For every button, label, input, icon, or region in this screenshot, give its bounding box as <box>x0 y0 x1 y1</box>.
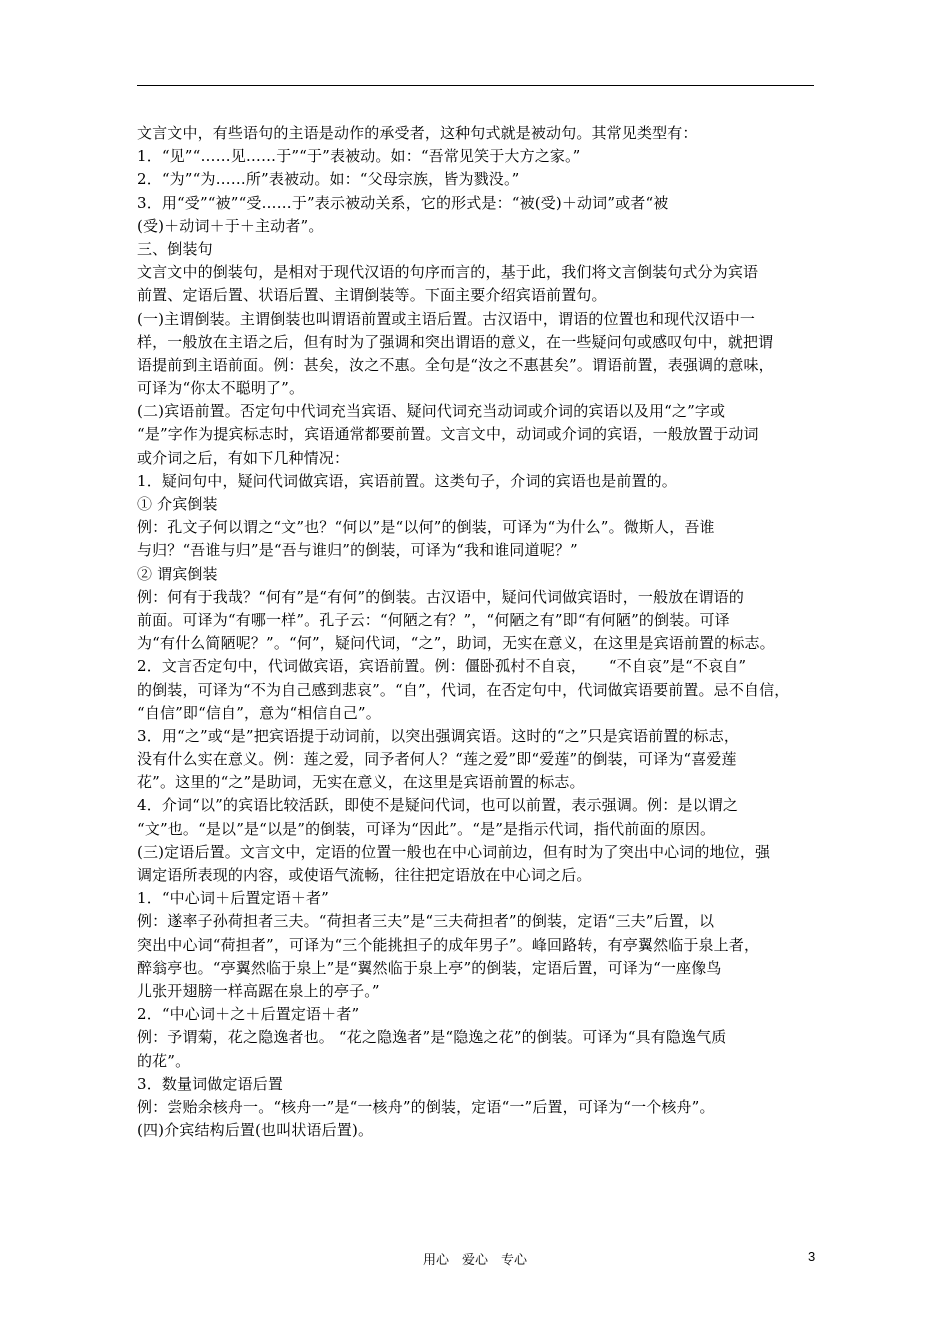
text-line: 2．“为”“为……所”表被动。如：“父母宗族，皆为戮没。” <box>137 170 520 189</box>
text-line: 例：何有于我哉？“何有”是“有何”的倒装。古汉语中，疑问代词做宾语时，一般放在谓语的 <box>137 587 744 606</box>
text-line: 花”。这里的“之”是助词，无实在意义，在这里是宾语前置的标志。 <box>137 773 585 792</box>
text-line: (二)宾语前置。否定句中代词充当宾语、疑问代词充当动词或介词的宾语以及用“之”字或 <box>137 402 726 421</box>
text-line: 突出中心词“荷担者”，可译为“三个能挑担子的成年男子”。峰回路转，有亭翼然临于泉上者， <box>137 935 760 954</box>
text-line: 语提前到主语前面。例：甚矣，汝之不惠。全句是“汝之不惠甚矣”。谓语前置，表强调的意味， <box>137 355 774 374</box>
text-line: 例：孔文子何以谓之“文”也？“何以”是“以何”的倒装，可译为“为什么”。微斯人，吾谁 <box>137 518 715 537</box>
text-line: 文言文中的倒装句，是相对于现代汉语的句序而言的，基于此，我们将文言倒装句式分为宾语 <box>137 263 759 282</box>
text-line: 例：遂率子孙荷担者三夫。“荷担者三夫”是“三夫荷担者”的倒装，定语“三夫”后置，以 <box>137 912 715 931</box>
text-line: (一)主谓倒装。主谓倒装也叫谓语前置或主语后置。古汉语中，谓语的位置也和现代汉语中一 <box>137 309 756 328</box>
text-line: 3．用“之”或“是”把宾语提于动词前，以突出强调宾语。这时的“之”只是宾语前置的标志， <box>137 726 740 745</box>
text-line: (四)介宾结构后置(也叫状语后置)。 <box>137 1121 374 1140</box>
header-rule <box>137 85 814 86</box>
text-line: 文言文中，有些语句的主语是动作的承受者，这种句式就是被动句。其常见类型有： <box>137 124 698 142</box>
text-line: 为“有什么简陋呢？”。“何”，疑问代词，“之”，助词，无实在意义，在这里是宾语前置的标志。 <box>137 634 775 653</box>
text-line: 样，一般放在主语之后，但有时为了强调和突出谓语的意义，在一些疑问句或感叹句中，就把谓 <box>137 332 774 351</box>
text-line: (三)定语后置。文言文中，定语的位置一般也在中心词前边，但有时为了突出中心词的地位，强 <box>137 842 771 861</box>
text-line: “是”字作为提宾标志时，宾语通常都要前置。文言文中，动词或介词的宾语，一般放置于动词 <box>137 425 759 444</box>
text-line: 与归？“吾谁与归”是“吾与谁归”的倒装，可译为“我和谁同道呢？” <box>137 541 578 560</box>
text-line: 的倒装，可译为“不为自己感到悲哀”。“自”，代词，在否定句中，代词做宾语要前置。忌不自信， <box>137 680 790 699</box>
text-line: 1．疑问句中，疑问代词做宾语，宾语前置。这类句子，介词的宾语也是前置的。 <box>137 471 677 490</box>
text-line: 可译为“你太不聪明了”。 <box>137 379 305 398</box>
text-line: 前置、定语后置、状语后置、主谓倒装等。下面主要介绍宾语前置句。 <box>137 286 607 305</box>
text-line: 或介词之后，有如下几种情况： <box>137 448 350 467</box>
text-line: 2．“中心词＋之＋后置定语＋者” <box>137 1005 360 1024</box>
text-line: 儿张开翅膀一样高踞在泉上的亭子。” <box>137 981 380 1000</box>
subheading: ① 介宾倒装 <box>137 495 218 513</box>
footer-motto: 用心 爱心 专心 <box>422 1253 527 1268</box>
text-line: 的花”。 <box>137 1051 191 1070</box>
text-line: “文”也。“是以”是“以是”的倒装，可译为“因此”。“是”是指示代词，指代前面的原因。 <box>137 819 716 838</box>
text-line: 调定语所表现的内容，或使语气流畅，往往把定语放在中心词之后。 <box>137 866 592 884</box>
document-body <box>137 122 817 1142</box>
text-line: 3．数量词做定语后置 <box>137 1074 284 1093</box>
text-line: 3．用“受”“被”“受……于”表示被动关系，它的形式是：“被(受)＋动词”或者“被 <box>137 193 669 212</box>
text-line: 例：尝贻余核舟一。“核舟一”是“一核舟”的倒装，定语“一”后置，可译为“一个核舟”。 <box>137 1097 715 1116</box>
text-line: 醉翁亭也。“亭翼然临于泉上”是“翼然临于泉上亭”的倒装，定语后置，可译为“一座像鸟 <box>137 958 722 977</box>
page-number: 3 <box>808 1249 816 1264</box>
text-line: 前面。可译为“有哪一样”。孔子云：“何陋之有？”，“何陋之有”即“有何陋”的倒装。可译 <box>137 610 730 629</box>
text-line: 例：予谓菊，花之隐逸者也。 “花之隐逸者”是“隐逸之花”的倒装。可译为“具有隐逸气质 <box>137 1028 727 1047</box>
text-line: (受)＋动词＋于＋主动者”。 <box>137 216 324 235</box>
text-line: 1．“中心词＋后置定语＋者” <box>137 889 329 908</box>
text-line: 没有什么实在意义。例：莲之爱，同予者何人？“莲之爱”即“爱莲”的倒装，可译为“喜爱莲 <box>137 750 737 769</box>
section-heading: 三、倒装句 <box>137 239 213 258</box>
text-line: 1．“见”“……见……于”“于”表被动。如：“吾常见笑于大方之家。” <box>137 147 581 166</box>
text-line: 4．介词“以”的宾语比较活跃，即使不是疑问代词，也可以前置，表示强调。例：是以谓之 <box>137 796 739 815</box>
subheading: ② 谓宾倒装 <box>137 564 218 583</box>
text-line: “自信”即“信自”，意为“相信自己”。 <box>137 703 381 722</box>
text-line: 2．文言否定句中，代词做宾语，宾语前置。例：僵卧孤村不自哀， “不自哀”是“不哀自” <box>137 657 747 676</box>
